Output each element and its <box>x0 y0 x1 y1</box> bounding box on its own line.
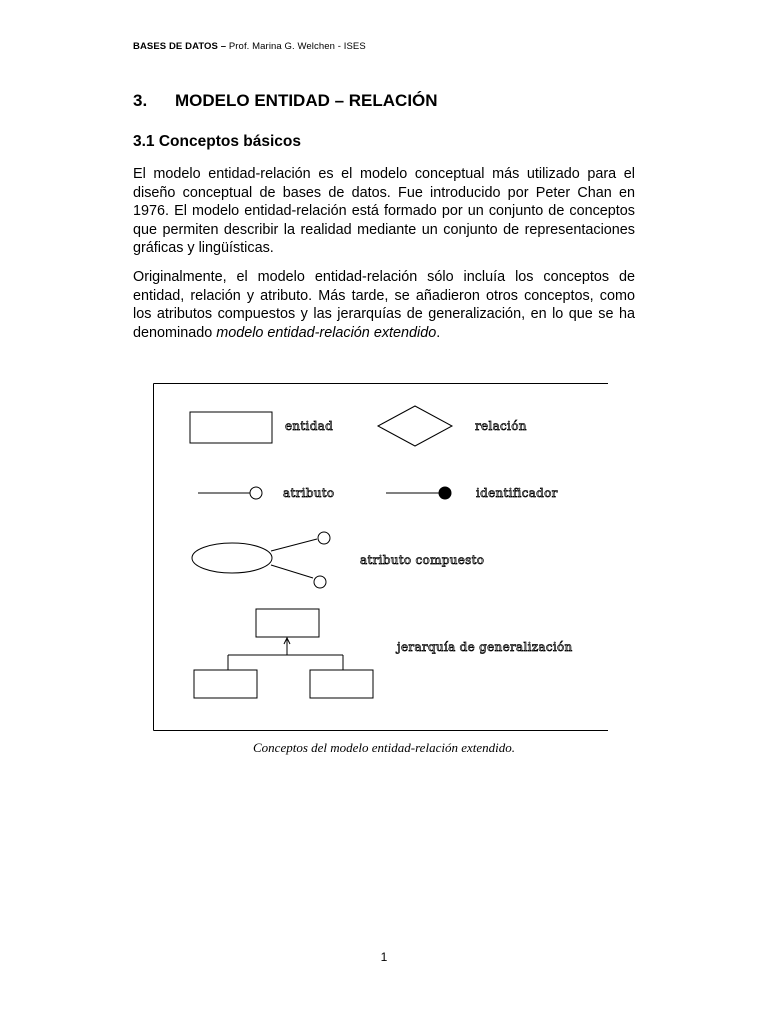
header-dash: – <box>217 41 229 52</box>
paragraph-intro: El modelo entidad-relación es el modelo conceptual más utilizado para el diseño conceptual de bases de datos. Fue introducido por Peter Chan en 1976. El modelo entidad-relación está formado por un conjunto de conceptos que permiten describir la realidad mediante un conjunto de representaciones gráficas y lingüísticas. <box>133 166 635 257</box>
paragraph-extended <box>133 268 635 342</box>
paragraph-extended-emphasis: modelo entidad-relación extendido <box>216 324 437 341</box>
chapter-heading <box>133 91 438 111</box>
chapter-number: 3. <box>133 91 148 110</box>
generalization-parent <box>256 609 319 637</box>
page-number: 1 <box>380 950 388 964</box>
paragraph-extended-text: Originalmente, el modelo entidad-relación sólo incluía los conceptos de entidad, relación y atributo. Más tarde, se añadieron otros conceptos, como los atributos compuestos y las jerarquías de generalización, en lo que se ha denominado <box>133 269 635 341</box>
header-course: BASES DE DATOS <box>133 41 218 52</box>
section-heading: 3.1 Conceptos básicos <box>133 133 301 150</box>
attribute-symbol <box>250 487 262 499</box>
composite-branch-top <box>271 539 317 551</box>
composite-subattribute-bottom <box>314 576 326 588</box>
page-header <box>133 41 366 52</box>
composite-branch-bottom <box>271 565 313 578</box>
chapter-title: MODELO ENTIDAD – RELACIÓN <box>175 91 438 110</box>
paragraph-extended-end: . <box>436 324 441 341</box>
er-symbols-diagram <box>153 383 608 731</box>
label-atributo: atributo <box>283 486 335 500</box>
label-atributo-compuesto: atributo compuesto <box>360 553 485 567</box>
label-identificador: identificador <box>476 486 558 500</box>
label-entidad: entidad <box>285 419 334 433</box>
identifier-symbol <box>439 487 451 499</box>
generalization-child-left <box>194 670 257 698</box>
label-jerarquia: jerarquía de generalización <box>397 640 573 654</box>
generalization-child-right <box>310 670 373 698</box>
composite-subattribute-top <box>318 532 330 544</box>
header-author: Prof. Marina G. Welchen - ISES <box>228 41 366 52</box>
figure-caption: Conceptos del modelo entidad-relación extendido. <box>253 740 515 755</box>
composite-attribute-ellipse <box>192 543 272 573</box>
entity-symbol <box>190 412 272 443</box>
er-symbols-svg <box>153 383 608 731</box>
label-relacion: relación <box>475 419 527 433</box>
relationship-symbol <box>378 406 452 446</box>
